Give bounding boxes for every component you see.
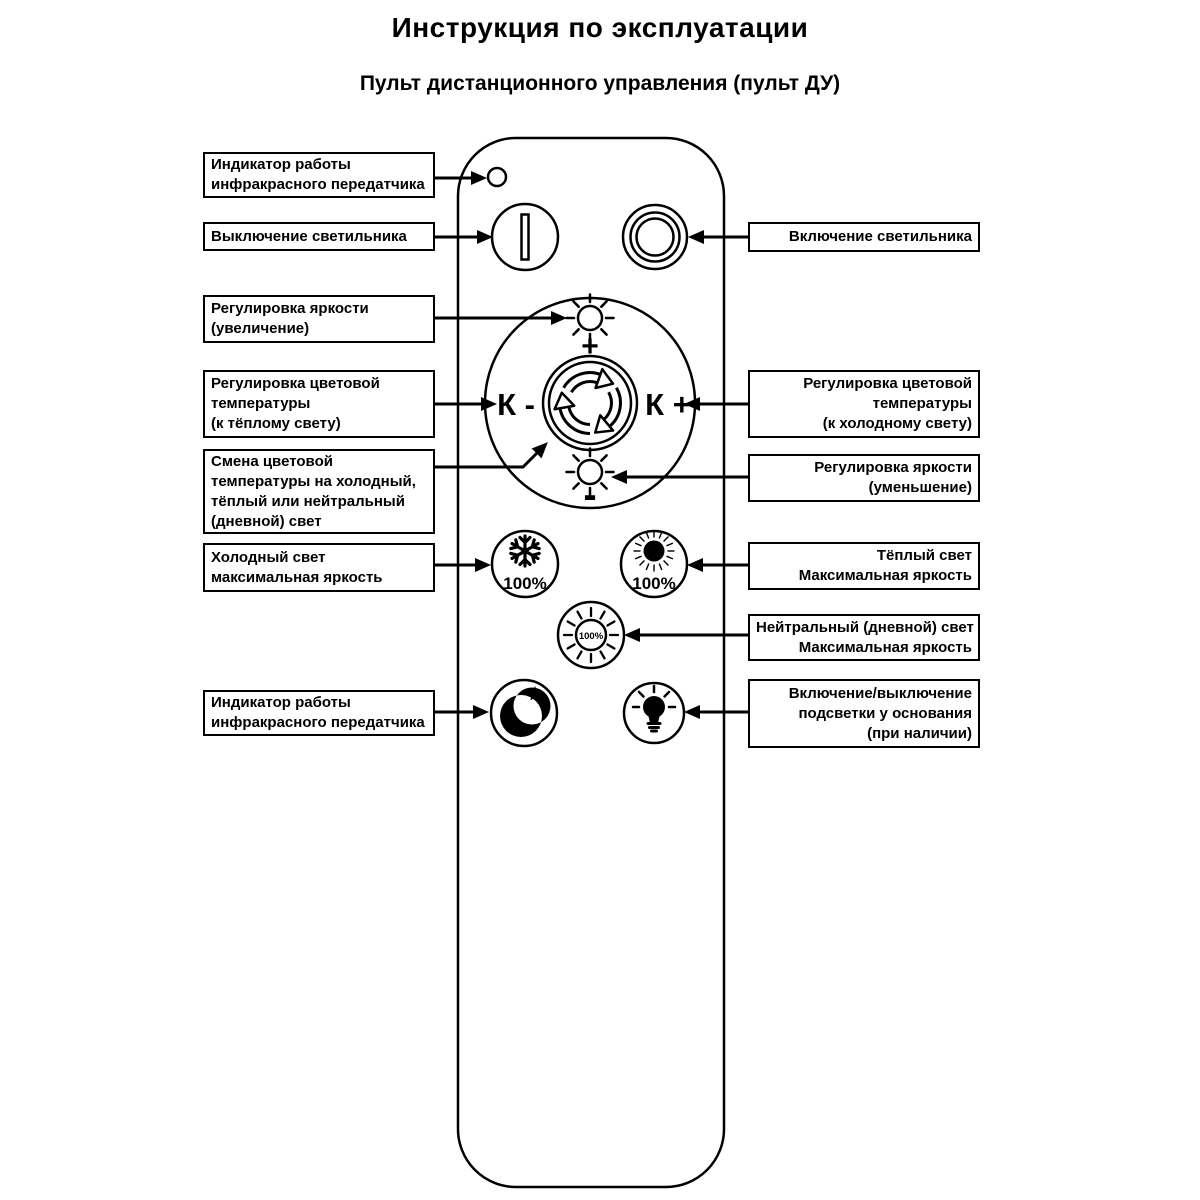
callout-line: (увеличение): [211, 320, 310, 337]
callout-line: (к тёплому свету): [211, 415, 341, 432]
callout-line: (к холодному свету): [822, 415, 972, 432]
k-minus-label: К -: [497, 387, 535, 422]
callout-line: (уменьшение): [868, 479, 972, 496]
callout-base-backlight: [748, 679, 980, 748]
power-off-icon: [522, 215, 529, 260]
callout-line: тёплый или нейтральный: [211, 492, 405, 510]
callout-line: Максимальная яркость: [798, 567, 972, 584]
night-icon: [500, 686, 551, 737]
ir-led-icon: [488, 168, 506, 186]
callout-color-temp-warm: [203, 370, 435, 438]
callout-line: (при наличии): [867, 724, 972, 742]
cold-max-icon: [510, 536, 541, 566]
base-light-icon: [633, 686, 675, 731]
callout-line: Включение/выключение: [788, 684, 972, 702]
nav-ring: [485, 295, 695, 518]
callout-line: инфракрасного передатчика: [211, 176, 425, 193]
page-subtitle: Пульт дистанционного управления (пульт ДУ): [359, 72, 841, 95]
callout-ir-indicator-top: [203, 152, 435, 198]
callout-color-temp-cold: [748, 370, 980, 438]
callout-line: Регулировка цветовой: [803, 375, 972, 392]
cold-max-button: [492, 531, 558, 597]
callout-brightness-up: [203, 295, 435, 343]
callout-line: Регулировка цветовой: [211, 375, 380, 392]
callout-line: Регулировка яркости: [211, 300, 369, 317]
callout-line: Индикатор работы: [211, 156, 351, 173]
minus-label: -: [583, 473, 597, 517]
callout-warm-light-max: [748, 542, 980, 590]
callout-line: Холодный свет: [211, 548, 326, 566]
night-mode-button: [491, 680, 557, 746]
neutral-max-button: [558, 602, 624, 668]
arrow-color-cycle: [435, 452, 538, 467]
callout-line: температуры: [211, 395, 311, 412]
callout-power-on: [748, 222, 980, 252]
callout-line: температуры на холодный,: [211, 472, 416, 490]
callout-line: Смена цветовой: [211, 452, 333, 470]
callout-ir-indicator-bottom: [203, 690, 435, 736]
power-off-button: [492, 204, 558, 270]
page-title: Инструкция по эксплуатации: [391, 12, 809, 43]
neutral-percent-label: 100%: [578, 631, 604, 642]
callout-line: максимальная яркость: [211, 568, 383, 586]
callout-color-temp-cycle: [203, 449, 435, 534]
k-plus-label: К +: [645, 387, 691, 422]
warm-max-button: [621, 531, 687, 598]
callout-cold-light-max: [203, 543, 435, 592]
callout-line: Тёплый свет: [876, 547, 972, 564]
callout-line: (дневной) свет: [211, 512, 322, 530]
plus-label: +: [581, 330, 599, 363]
callout-line: температуры: [872, 395, 972, 412]
callout-line: Индикатор работы: [211, 694, 351, 711]
color-cycle-button: [543, 356, 637, 450]
base-light-button: [624, 683, 684, 743]
color-cycle-icon: [549, 369, 630, 440]
callout-power-off: [203, 222, 435, 251]
warm-percent-label: 100%: [632, 574, 676, 593]
power-on-button: [623, 205, 687, 269]
power-on-icon: [623, 205, 687, 269]
callout-brightness-down: [748, 454, 980, 502]
callout-line: Максимальная яркость: [798, 638, 972, 656]
callout-neutral-light-max: [748, 614, 980, 661]
callout-line: Нейтральный (дневной) свет: [756, 618, 974, 636]
callout-line: Включение светильника: [788, 228, 972, 245]
warm-max-icon: [634, 531, 675, 572]
callout-line: Регулировка яркости: [814, 459, 972, 476]
cold-percent-label: 100%: [503, 574, 547, 593]
callout-line: инфракрасного передатчика: [211, 714, 425, 731]
callout-line: подсветки у основания: [798, 704, 972, 722]
callout-line: Выключение светильника: [211, 227, 407, 245]
